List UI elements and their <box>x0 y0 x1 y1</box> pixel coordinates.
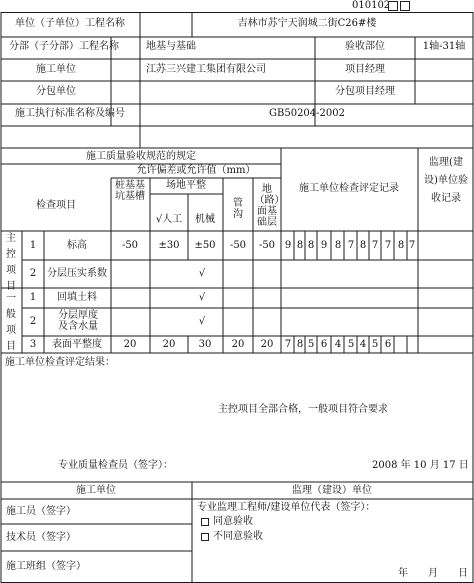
item-name: 标高 <box>67 240 87 251</box>
tolerance-value: -50 <box>229 240 247 251</box>
acceptance-part-value: 1轴-31轴 <box>422 41 466 52</box>
evaluation-date: 2008 年 10 月 17 日 <box>372 460 469 471</box>
record-value: 7 <box>371 240 379 251</box>
item-name: 分层厚度及含水量 <box>58 310 98 332</box>
document-code: 010102 <box>352 0 391 11</box>
record-value: 4 <box>334 339 342 350</box>
item-number: 2 <box>29 316 37 327</box>
item-number: 3 <box>29 339 37 350</box>
disagree-label: 不同意验收 <box>213 531 263 542</box>
record-value: 9 <box>320 240 328 251</box>
record-value: 5 <box>307 339 315 350</box>
subdivision-label: 分部（子分部）工程名称 <box>9 41 119 52</box>
general-items-group-label: 一般项目 <box>6 293 16 352</box>
standard-value: GB50204-2002 <box>269 108 345 119</box>
team-leader-signature: 施工班组（签字） <box>6 561 86 572</box>
subcontract-unit-label: 分包单位 <box>36 86 76 97</box>
construction-unit-value: 江苏三兴建工集团有限公司 <box>146 64 266 75</box>
tolerance-value: 20 <box>123 339 137 350</box>
evaluation-conclusion: 主控项目全部合格，一般项目符合要求 <box>218 404 388 415</box>
manual-header: √人工 <box>155 214 183 225</box>
record-value: 8 <box>359 240 367 251</box>
record-value: 9 <box>284 240 292 251</box>
item-name: 表面平整度 <box>52 339 102 350</box>
unit-project-label: 单位（子单位）工程名称 <box>15 18 125 29</box>
subcontract-manager-label: 分包项目经理 <box>335 86 395 97</box>
supervision-date: 年 月 日 <box>398 568 468 579</box>
record-value: 8 <box>307 240 315 251</box>
item-number: 1 <box>29 292 37 303</box>
item-number: 2 <box>29 268 37 279</box>
construction-unit-label: 施工单位 <box>36 64 76 75</box>
footer-construction-unit: 施工单位 <box>76 485 116 496</box>
record-value: 8 <box>334 240 342 251</box>
worker-signature: 施工员（签字） <box>6 506 76 517</box>
supervisor-record-header: 监理(建设)单位验收记录 <box>424 157 468 204</box>
record-value: 5 <box>371 339 379 350</box>
subdivision-value: 地基与基础 <box>146 41 196 52</box>
record-value: 7 <box>347 240 355 251</box>
code-box <box>388 1 398 11</box>
spec-check-mark: √ <box>198 316 206 327</box>
tolerance-value: ±30 <box>158 240 180 251</box>
spec-check-mark: √ <box>198 268 206 279</box>
code-box <box>400 1 410 11</box>
record-value: 6 <box>384 339 392 350</box>
record-value: 6 <box>320 339 328 350</box>
supervising-engineer-signature: 专业监理工程师/建设单位代表（签字）： <box>197 502 376 513</box>
technician-signature: 技术员（签字） <box>6 532 76 543</box>
record-value: 5 <box>347 339 355 350</box>
tolerance-value: ±50 <box>194 240 216 251</box>
construction-record-header: 施工单位检查评定记录 <box>299 183 399 194</box>
record-value: 8 <box>296 240 304 251</box>
item-name: 分层压实系数 <box>47 268 107 279</box>
acceptance-spec-header: 施工质量验收规范的规定 <box>86 151 196 162</box>
tolerance-value: 20 <box>260 339 274 350</box>
record-value: 7 <box>284 339 292 350</box>
tolerance-value: 20 <box>231 339 245 350</box>
record-value: 8 <box>296 339 304 350</box>
form-table <box>0 12 474 583</box>
tolerance-value: -50 <box>258 240 276 251</box>
record-value: 8 <box>397 240 405 251</box>
pile-base-header: 桩基基坑基槽 <box>115 180 145 202</box>
site-level-header: 场地平整 <box>166 180 206 191</box>
footer-supervision-unit: 监理（建设）单位 <box>292 485 372 496</box>
item-number: 1 <box>29 240 37 251</box>
quality-inspector-signature: 专业质量检查员（签字）： <box>58 460 173 471</box>
agree-label: 同意验收 <box>213 516 253 527</box>
record-value: 7 <box>384 240 392 251</box>
tolerance-header: 允许偏差或允许值（mm） <box>136 165 256 176</box>
ground-base-header: 地（路）面基础层 <box>254 184 280 228</box>
tolerance-value: -50 <box>121 240 139 251</box>
unit-project-value: 吉林市苏宁天润城二街C26#楼 <box>237 18 377 29</box>
record-value: 4 <box>359 339 367 350</box>
project-manager-label: 项目经理 <box>345 64 385 75</box>
record-value: 7 <box>408 240 416 251</box>
mechanical-header: 机械 <box>195 214 215 225</box>
item-name: 回填土料 <box>57 292 97 303</box>
standard-label: 施工执行标准名称及编号 <box>15 108 125 119</box>
spec-check-mark: √ <box>198 292 206 303</box>
acceptance-part-label: 验收部位 <box>345 41 385 52</box>
disagree-checkbox[interactable] <box>201 533 209 541</box>
check-items-header: 检查项目 <box>36 200 76 211</box>
tolerance-value: 30 <box>198 339 212 350</box>
main-items-group-label: 主控项目 <box>6 233 16 292</box>
agree-checkbox[interactable] <box>201 518 209 526</box>
pipe-trench-header: 管沟 <box>233 198 243 220</box>
evaluation-title: 施工单位检查评定结果： <box>5 357 115 368</box>
tolerance-value: 20 <box>162 339 176 350</box>
